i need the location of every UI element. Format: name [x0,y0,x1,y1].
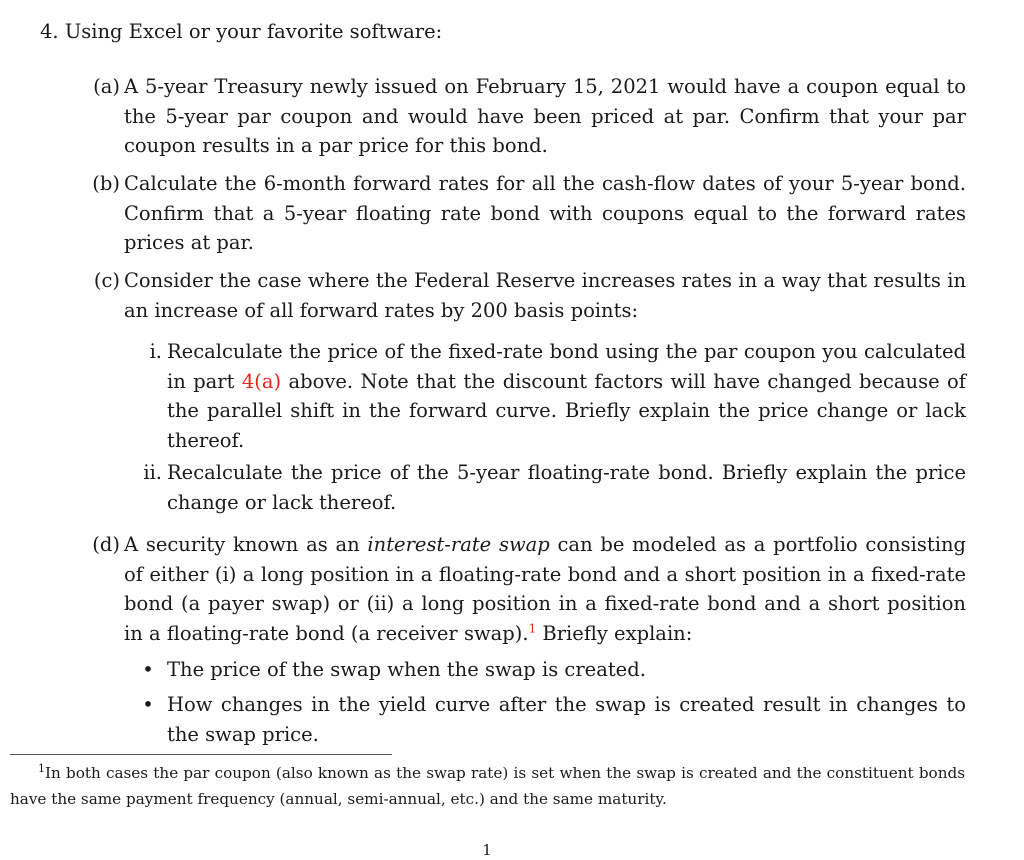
part-c-sub-i-text-after: above. Note that the discount factors will have changed because of the parallel shift in the forward curve. Briefly explain the price change or lack thereof. [167,369,967,452]
footnote-divider [10,754,392,755]
part-d-text-after: can be modeled as a portfolio consisting of either (i) a long position in a floating-rate bond and a short position in a fixed-rate bond (a payer swap) or (ii) a long position in a fixed-rate bond and a short position in a floating-rate bond (a receiver swap). [124,533,967,645]
part-ref-link[interactable]: 4(a) [241,369,282,393]
footnote-mark: 1 [38,761,45,775]
part-d [80,530,966,648]
footnote-ref-link[interactable]: 1 [528,621,537,635]
part-c-sub-i-text-before: Recalculate the price of the fixed-rate bond using the par coupon you calculated in part [167,340,966,393]
part-c-sub-i-text [167,337,966,455]
part-d-label: (d) [92,533,120,556]
bullet-item [140,655,966,685]
part-c-sub-i [122,337,966,455]
part-c [80,266,966,325]
bullet-icon: • [142,693,154,716]
swap-term: interest-rate swap [367,533,550,556]
part-a [80,72,966,161]
question-title: Using Excel or your favorite software: [64,20,443,43]
bullet-icon: • [142,658,154,681]
part-b-label: (b) [92,172,120,195]
footnote [10,760,965,812]
part-d-text-end: Briefly explain: [542,621,693,645]
page-number: 1 [482,841,492,859]
part-c-sub-ii [122,458,966,517]
part-c-sub-ii-label: ii. [143,461,162,484]
part-a-text: A 5-year Treasury newly issued on February 15, 2021 would have a coupon equal to the 5-year par coupon and would have been priced at par. Confirm that your par coupon results in a par price for this bond. [124,75,966,157]
part-d-text [124,530,966,648]
part-c-label: (c) [93,269,120,292]
part-c-text: Consider the case where the Federal Reserve increases rates in a way that results in an increase of all forward rates by 200 basis points: [124,269,966,322]
question-number: 4. [40,20,59,43]
part-b [80,169,966,258]
bullet-text: The price of the swap when the swap is created. [167,658,646,681]
part-c-sub-ii-text: Recalculate the price of the 5-year floating-rate bond. Briefly explain the price change or lack thereof. [167,461,966,514]
part-c-sub-i-label: i. [149,340,162,363]
part-a-label: (a) [93,75,120,98]
bullet-text: How changes in the yield curve after the swap is created result in changes to the swap price. [167,693,966,746]
question-heading [40,17,442,47]
footnote-text: In both cases the par coupon (also known as the swap rate) is set when the swap is created and the constituent bonds have the same payment frequency (annual, semi-annual, etc.) and the same maturity. [10,764,965,808]
part-d-text-before: A security known as an [124,533,360,556]
part-b-text: Calculate the 6-month forward rates for all the cash-flow dates of your 5-year bond. Confirm that a 5-year floating rate bond with coupons equal to the forward rates prices at par. [124,172,966,254]
bullet-item [140,690,966,749]
